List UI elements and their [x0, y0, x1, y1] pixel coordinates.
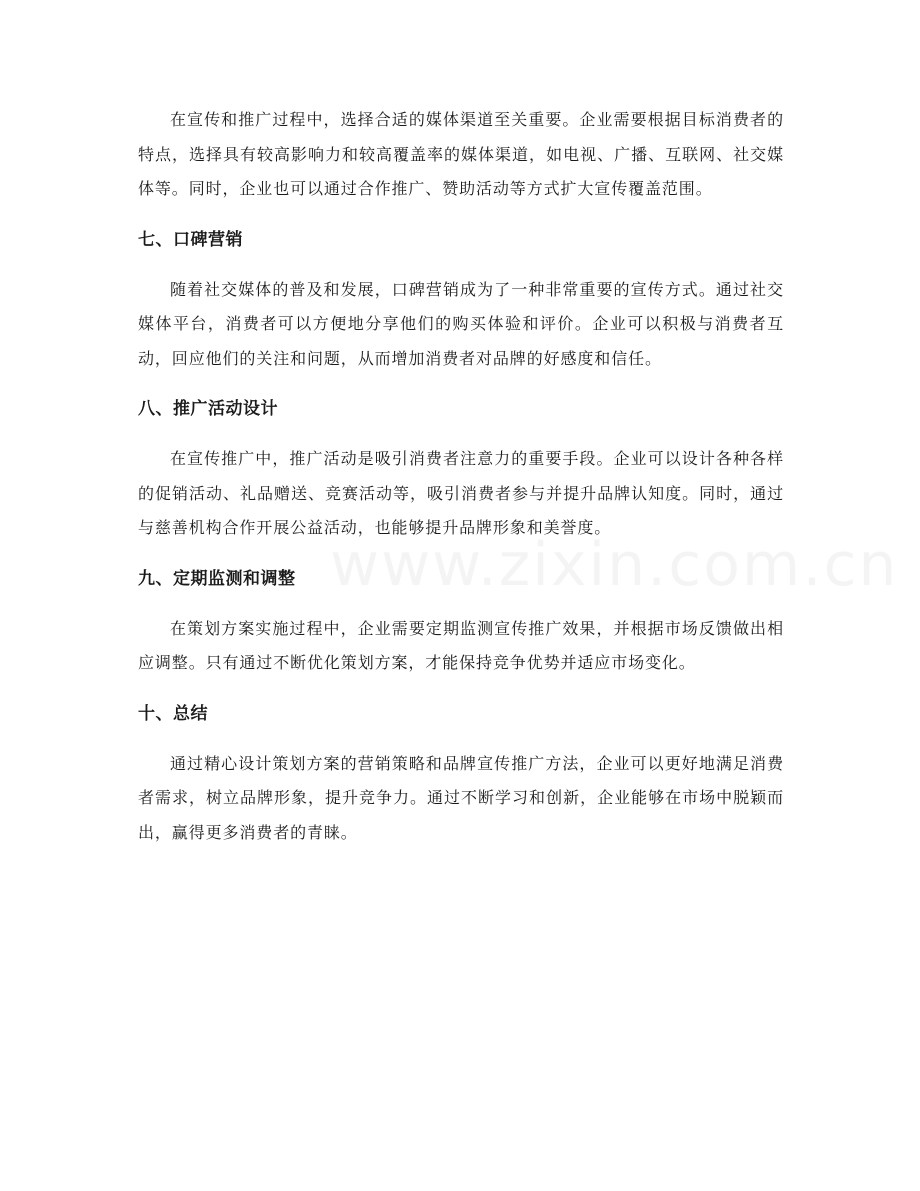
section-heading-summary: 十、总结 [138, 703, 208, 724]
intro-paragraph: 在宣传和推广过程中，选择合适的媒体渠道至关重要。企业需要根据目标消费者的特点，选择具有较高影响力和较高覆盖率的媒体渠道，如电视、广播、互联网、社交媒体等。同时，企业也可以通过合作推广、赞助活动等方式扩大宣传覆盖范围。 [138, 110, 784, 198]
section-paragraph-monitoring: 在策划方案实施过程中，企业需要定期监测宣传推广效果，并根据市场反馈做出相应调整。只有通过不断优化策划方案，才能保持竞争优势并适应市场变化。 [138, 618, 784, 672]
section-heading-monitoring: 九、定期监测和调整 [138, 568, 296, 589]
document-body [138, 103, 784, 850]
section-paragraph-promotion-design: 在宣传推广中，推广活动是吸引消费者注意力的重要手段。企业可以设计各种各样的促销活动、礼品赠送、竞赛活动等，吸引消费者参与并提升品牌认知度。同时，通过与慈善机构合作开展公益活动，也能够提升品牌形象和美誉度。 [138, 449, 784, 537]
section-paragraph-summary: 通过精心设计策划方案的营销策略和品牌宣传推广方法，企业可以更好地满足消费者需求，树立品牌形象，提升竞争力。通过不断学习和创新，企业能够在市场中脱颖而出，赢得更多消费者的青睐。 [138, 753, 784, 842]
section-heading-word-of-mouth: 七、口碑营销 [138, 229, 243, 250]
section-heading-promotion-design: 八、推广活动设计 [138, 399, 278, 419]
section-paragraph-word-of-mouth: 随着社交媒体的普及和发展，口碑营销成为了一种非常重要的宣传方式。通过社交媒体平台，消费者可以方便地分享他们的购买体验和评价。企业可以积极与消费者互动，回应他们的关注和问题，从而增加消费者对品牌的好感度和信任。 [138, 279, 784, 368]
